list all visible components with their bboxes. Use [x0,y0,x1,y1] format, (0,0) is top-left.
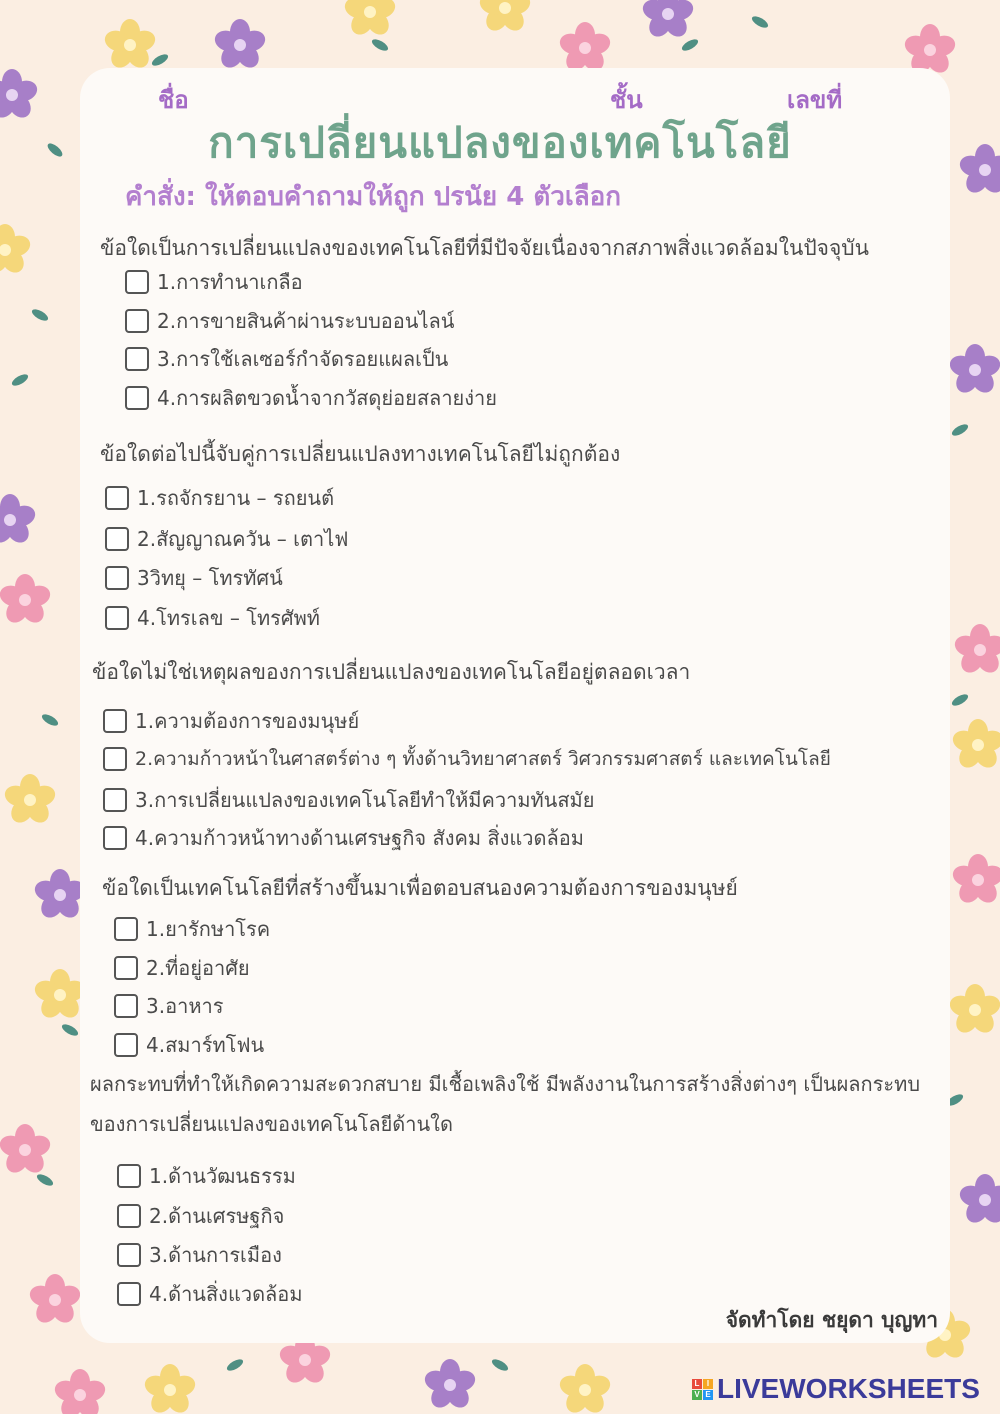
option-label: 2.ด้านเศรษฐกิจ [149,1204,285,1228]
checkbox[interactable] [117,1282,141,1306]
answer-option[interactable] [117,1278,303,1310]
checkbox[interactable] [125,386,149,410]
option-label: 3.การใช้เลเซอร์กำจัดรอยแผลเป็น [157,347,449,371]
answer-option[interactable] [103,705,359,737]
question-text: ข้อใดต่อไปนี้จับคู่การเปลี่ยนแปลงทางเทคโนโลยีไม่ถูกต้อง [100,442,621,466]
option-label: 3.ด้านการเมือง [149,1243,282,1267]
option-label: 4.สมาร์ทโฟน [146,1033,265,1057]
question-text: ข้อใดไม่ใช่เหตุผลของการเปลี่ยนแปลงของเทคโนโลยีอยู่ตลอดเวลา [92,660,691,684]
answer-option[interactable] [125,343,448,375]
option-label: 3วิทยุ – โทรทัศน์ [137,566,283,590]
checkbox[interactable] [103,788,127,812]
checkbox[interactable] [103,709,127,733]
checkbox[interactable] [125,309,149,333]
checkbox[interactable] [117,1243,141,1267]
option-label: 3.อาหาร [146,994,224,1018]
checkbox[interactable] [117,1164,141,1188]
answer-option[interactable] [125,266,303,298]
page-title: การเปลี่ยนแปลงของเทคโนโลยี [208,118,792,167]
option-label: 2.การขายสินค้าผ่านระบบออนไลน์ [157,309,455,333]
answer-option[interactable] [105,562,283,594]
liveworksheets-icon: L I V E [692,1379,713,1400]
option-label: 1.การทำนาเกลือ [157,270,303,294]
answer-option[interactable] [105,523,348,555]
checkbox[interactable] [125,347,149,371]
checkbox[interactable] [103,826,127,850]
question-text: ข้อใดเป็นเทคโนโลยีที่สร้างขึ้นมาเพื่อตอบสนองความต้องการของมนุษย์ [102,876,738,900]
checkbox[interactable] [103,747,127,771]
student-info-row [0,80,1000,114]
option-label: 2.ที่อยู่อาศัย [146,956,250,980]
option-label: 1.ด้านวัฒนธรรม [149,1164,296,1188]
option-label: 1.รถจักรยาน – รถยนต์ [137,486,335,510]
checkbox[interactable] [105,606,129,630]
answer-option[interactable] [114,913,270,945]
answer-option[interactable] [117,1239,282,1271]
liveworksheets-logo[interactable] [692,1373,980,1405]
option-label: 2.ความก้าวหน้าในศาสตร์ต่าง ๆ ทั้งด้านวิทยาศาสตร์ วิศวกรรมศาสตร์ และเทคโนโลยี [135,748,831,770]
option-label: 4.การผลิตขวดน้ำจากวัสดุย่อยสลายง่าย [157,386,497,410]
option-label: 3.การเปลี่ยนแปลงของเทคโนโลยีทำให้มีความทันสมัย [135,788,595,812]
answer-option[interactable] [103,784,594,816]
answer-option[interactable] [114,990,223,1022]
option-label: 1.ความต้องการของมนุษย์ [135,709,360,733]
option-label: 4.โทรเลข – โทรศัพท์ [137,606,320,630]
answer-option[interactable] [114,952,250,984]
checkbox[interactable] [114,917,138,941]
checkbox[interactable] [117,1204,141,1228]
instruction-text: คำสั่ง: ให้ตอบคำถามให้ถูก ปรนัย 4 ตัวเลือก [125,182,622,212]
checkbox[interactable] [125,270,149,294]
checkbox[interactable] [105,566,129,590]
answer-option[interactable] [125,382,497,414]
number-label: เลขที่ [787,86,843,114]
question-text: ข้อใดเป็นการเปลี่ยนแปลงของเทคโนโลยีที่มีปัจจัยเนื่องจากสภาพสิ่งแวดล้อมในปัจจุบัน [100,236,869,260]
option-label: 4.ความก้าวหน้าทางด้านเศรษฐกิจ สังคม สิ่งแวดล้อม [135,826,584,850]
answer-option[interactable] [125,305,454,337]
answer-option[interactable] [105,482,334,514]
author-credit: จัดทำโดย ชยุดา บุญทา [725,1308,938,1332]
question-text-continued: ของการเปลี่ยนแปลงของเทคโนโลยีด้านใด [90,1112,453,1136]
checkbox[interactable] [114,1033,138,1057]
checkbox[interactable] [105,486,129,510]
question-text: ผลกระทบที่ทำให้เกิดความสะดวกสบาย มีเชื้อเพลิงใช้ มีพลังงานในการสร้างสิ่งต่างๆ เป็นผลกระทบ [90,1072,921,1096]
answer-option[interactable] [117,1160,296,1192]
option-label: 1.ยารักษาโรค [146,917,271,941]
name-label: ชื่อ [158,86,189,114]
brand-name: LIVEWORKSHEETS [717,1373,980,1404]
answer-option[interactable] [114,1029,264,1061]
checkbox[interactable] [114,994,138,1018]
answer-option[interactable] [103,744,831,774]
answer-option[interactable] [103,822,584,854]
option-label: 2.สัญญาณควัน – เตาไฟ [137,527,349,551]
answer-option[interactable] [117,1200,284,1232]
option-label: 4.ด้านสิ่งแวดล้อม [149,1282,303,1306]
answer-option[interactable] [105,602,320,634]
class-label: ชั้น [610,86,643,114]
checkbox[interactable] [105,527,129,551]
checkbox[interactable] [114,956,138,980]
